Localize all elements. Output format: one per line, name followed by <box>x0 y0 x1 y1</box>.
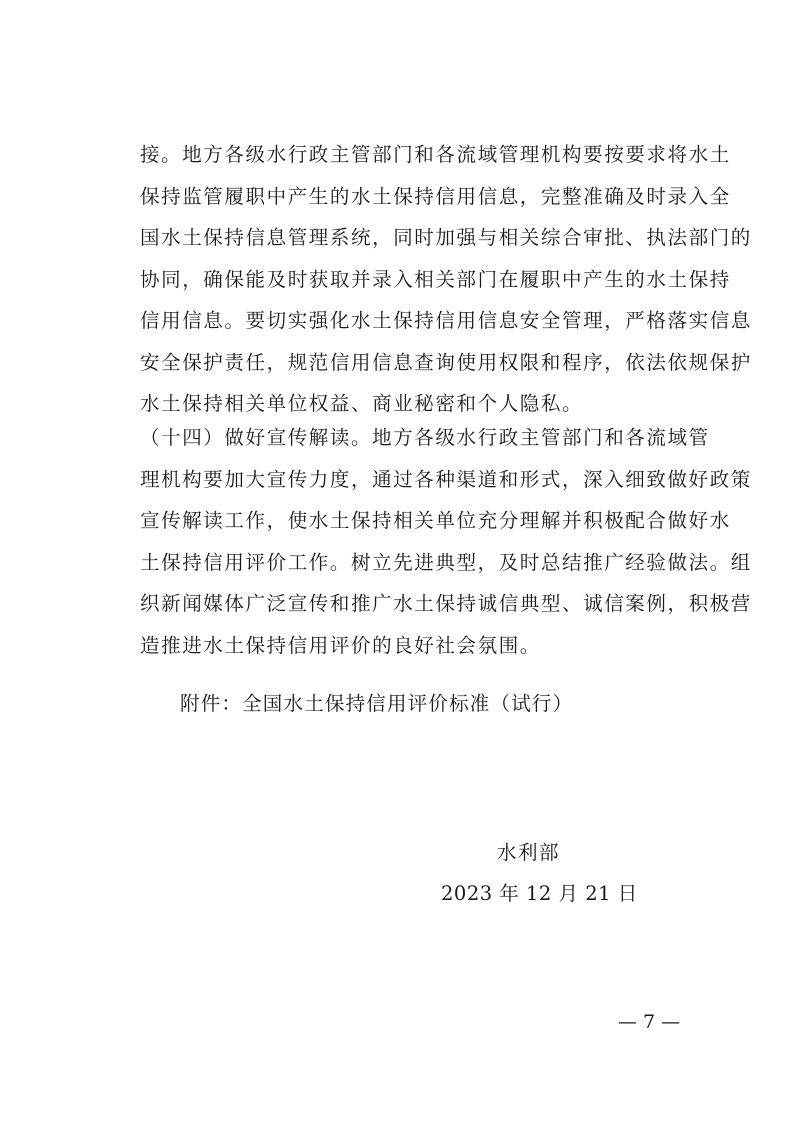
paragraph-line: 保持监管履职中产生的水土保持信用信息，完整准确及时录入全 <box>140 184 731 208</box>
paragraph-line: （十四）做好宣传解读。地方各级水行政主管部门和各流域管 <box>140 426 710 449</box>
paragraph-line: 宣传解读工作，使水土保持相关单位充分理解并积极配合做好水 <box>140 509 731 532</box>
issuing-authority: 水利部 <box>497 841 561 864</box>
paragraph-continuation <box>140 134 752 425</box>
paragraph-line: 信用信息。要切实强化水土保持信用信息安全管理，严格落实信息 <box>140 309 752 332</box>
page-number: — 7 — <box>618 1011 681 1033</box>
paragraph-line: 接。地方各级水行政主管部门和各流域管理机构要按要求将水土 <box>140 143 731 166</box>
paragraph-line: 国水土保持信息管理系统，同时加强与相关综合审批、执法部门的 <box>140 226 752 249</box>
paragraph-line: 造推进水土保持信用评价的良好社会氛围。 <box>140 633 541 657</box>
paragraph-line: 理机构要加大宣传力度，通过各种渠道和形式，深入细致做好政策 <box>140 467 752 491</box>
paragraph-line: 土保持信用评价工作。树立先进典型，及时总结推广经验做法。组 <box>140 550 752 574</box>
paragraph-publicity <box>140 417 752 666</box>
paragraph-line: 协同，确保能及时获取并录入相关部门在履职中产生的水土保持 <box>140 267 731 291</box>
paragraph-line: 安全保护责任，规范信用信息查询使用权限和程序，依法依规保护 <box>140 350 752 374</box>
paragraph-line: 织新闻媒体广泛宣传和推广水土保持诚信典型、诚信案例，积极营 <box>140 592 752 615</box>
paragraph-line: 水土保持相关单位权益、商业秘密和个人隐私。 <box>140 392 584 415</box>
attachment-note: 附件：全国水土保持信用评价标准（试行） <box>180 692 574 715</box>
issue-date: 2023 年 12 月 21 日 <box>441 882 638 905</box>
